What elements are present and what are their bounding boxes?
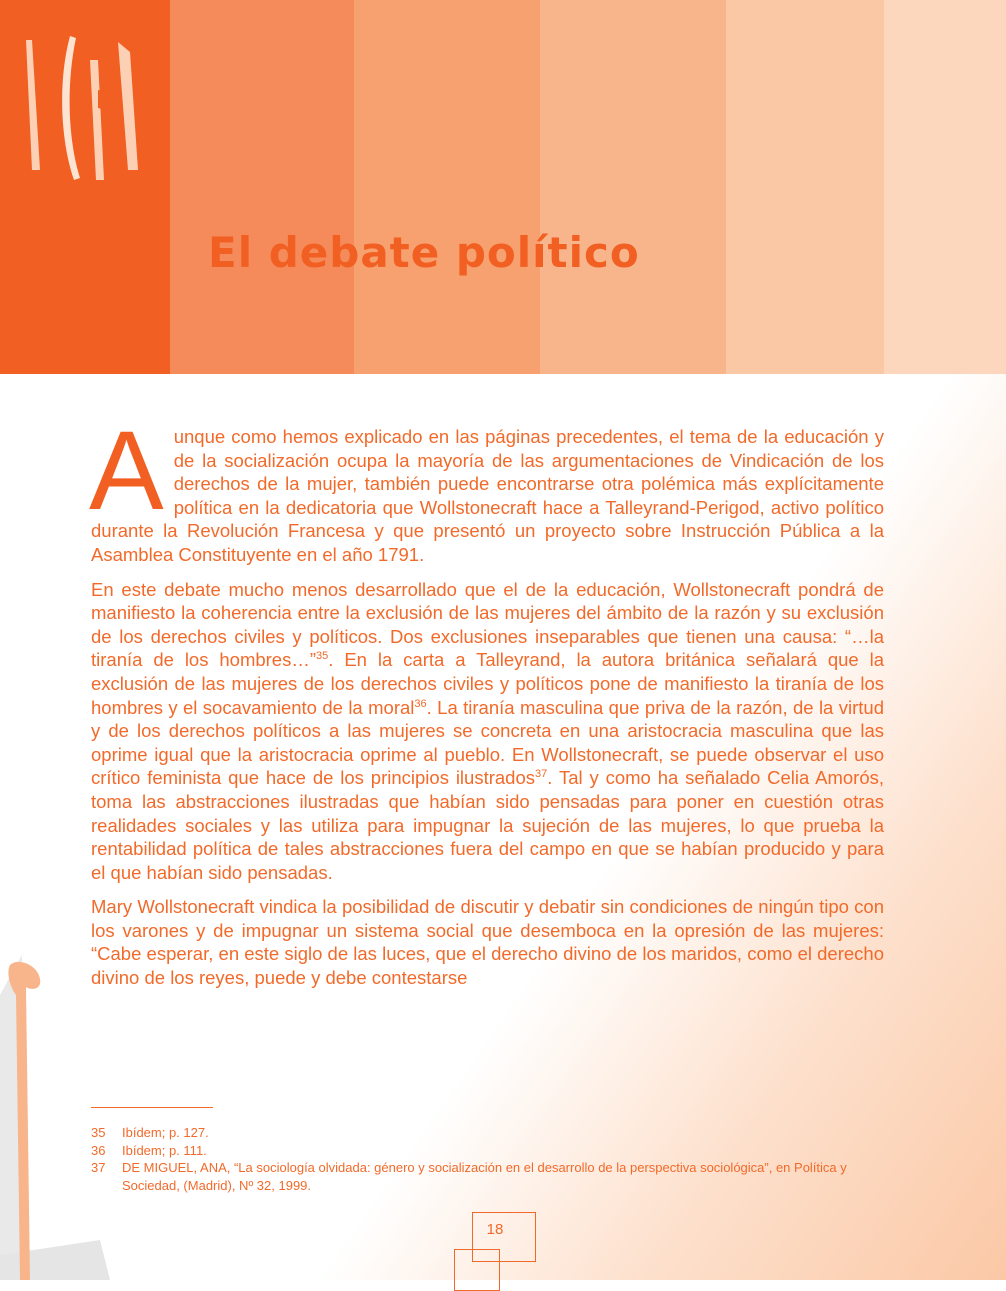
page-number-frame-secondary [454,1249,500,1291]
header-band-5 [726,0,884,374]
drop-cap: A [89,408,164,533]
paragraph-3: Mary Wollstonecraft vindica la posibilidad de discutir y debatir sin condiciones de ningún tipo con los varones y de impugnar un sistema social que desemboca en la opresión de las mujeres: “Cabe esperar, en este siglo de las luces, que el derecho divino de los maridos, como el derecho divino de los reyes, puede y debe contestarse [91,896,884,989]
footnotes [91,1124,891,1194]
header-banner [0,0,1006,374]
paragraph-1-text: unque como hemos explicado en las páginas precedentes, el tema de la educación y de la socialización ocupa la mayoría de las argumentaciones de Vindicación de los derechos de la mujer, también puede encontrarse otra polémica más explícitamente política en la dedicatoria que Wollstonecraft hace a Talleyrand-Perigod, activo político durante la Revolución Francesa y que presentó un proyecto sobre Instrucción Pública a la Asamblea Constituyente en el año 1791. [91,426,884,565]
paragraph-1 [89,408,884,567]
header-band-2 [170,0,354,374]
page-number: 18 [486,1221,504,1238]
header-band-6 [884,0,1006,374]
paragraph-2 [91,578,884,885]
footnote-number: 36 [91,1142,106,1158]
article-body [89,408,885,1001]
footnote-item [91,1159,891,1194]
footnote-ref-35[interactable]: 35 [316,650,329,663]
footnote-ref-37[interactable]: 37 [535,768,548,781]
paragraph-2-text-a: En este debate mucho menos desarrollado que el de la educación, Wollstonecraft pondrá de manifiesto la coherencia entre la exclusión de las mujeres del ámbito de la razón y su exclusión de los derechos civiles y políticos. Dos exclusiones inseparables que tienen una causa: “…la tiranía de los hombres…” [91,578,884,671]
decorative-figure-icon [0,955,110,1280]
footnote-divider [91,1107,213,1108]
paragraph-2-text-c: . La tiranía masculina que priva de la razón, de la virtud y de los derechos políticos a las mujeres se concreta en una aristocracia masculina que las oprime igual que la aristocracia oprime al pueblo. En Wollstonecraft, se puede observar el uso crítico feminista que hace de los principios ilustrados [91,696,884,789]
footnote-text: Ibídem; p. 127. [122,1125,209,1140]
header-band-3 [354,0,540,374]
footnote-ref-36[interactable]: 36 [414,697,427,710]
footnote-item [91,1142,891,1160]
footnote-item [91,1124,891,1142]
footnote-number: 35 [91,1125,106,1140]
paragraph-2-text-b: . En la carta a Talleyrand, la autora británica señalará que la exclusión de las mujeres de los derechos civiles y políticos pone de manifiesto la tiranía de los hombres y el socavamiento de la moral [91,649,885,718]
footnote-text: Ibídem; p. 111. [122,1142,207,1158]
header-band-4 [540,0,726,374]
logo-strokes-icon [18,30,148,190]
footnote-text: DE MIGUEL, ANA, “La sociología olvidada: género y socialización en el desarrollo de la perspectiva sociológica”, en Política y Sociedad, (Madrid), Nº 32, 1999. [122,1160,847,1193]
footnote-number: 37 [91,1160,106,1175]
page-title: El debate político [208,228,640,277]
paragraph-2-text-d: . Tal y como ha señalado Celia Amorós, toma las abstracciones ilustradas que habían sido pensadas para poner en cuestión otras realidades sociales y las utiliza para impugnar la sujeción de las mujeres, lo que prueba la rentabilidad política de tales abstracciones fuera del campo en que se habían producido y para el que habían sido pensadas. [91,767,884,883]
